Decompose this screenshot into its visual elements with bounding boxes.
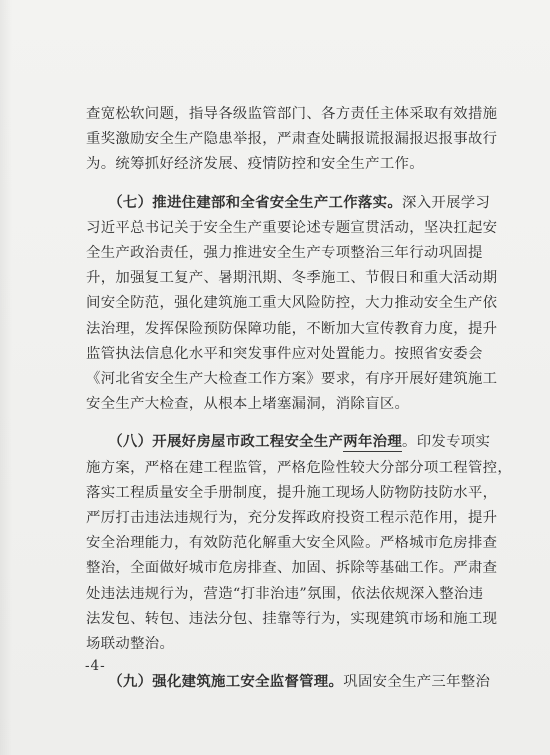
paragraph-line: 重奖激励安全生产隐患举报，严肃查处瞒报谎报漏报迟报事故行 bbox=[86, 131, 498, 148]
section-8-heading-underlined: 两年治理 bbox=[343, 433, 403, 451]
paragraph-line: 监管执法信息化水平和突发事件应对处置能力。按照省安委会 bbox=[86, 345, 483, 362]
paragraph-line: 施方案，严格在建工程监管，严格危险性较大分部分项工程管控， bbox=[86, 459, 513, 476]
paragraph-line: 习近平总书记关于安全生产重要论述专题宣贯活动，坚决扛起安 bbox=[86, 219, 498, 236]
paragraph-line: 升，加强复工复产、暑期汛期、冬季施工、节假日和重大活动期 bbox=[86, 270, 498, 287]
section-8-lead: 。印发专项实 bbox=[402, 434, 491, 451]
paragraph-line: 全生产政治责任，强力推进安全生产专项整治三年行动巩固提 bbox=[86, 245, 483, 262]
paragraph-line: 处违法违规行为，营造“打非治违”氛围，依法依规深入整治违 bbox=[86, 585, 484, 602]
scan-edge-shadow bbox=[0, 0, 12, 755]
page-number: -4- bbox=[85, 658, 106, 674]
paragraph-line: 落实工程质量安全手册制度，提升施工现场人防物防技防水平， bbox=[86, 484, 498, 501]
section-9-lead: 巩固安全生产三年整治 bbox=[343, 674, 491, 691]
paragraph-line: 查宽松软问题，指导各级监管部门、各方责任主体采取有效措施 bbox=[86, 106, 498, 122]
paragraph-line: 安全治理能力，有效防范化解重大安全风险。严格城市危房排查 bbox=[86, 535, 498, 552]
body-text bbox=[86, 102, 513, 695]
section-9-heading: （九）强化建筑施工安全监督管理。 bbox=[115, 673, 344, 691]
paragraph-line: 场联动整治。 bbox=[86, 636, 175, 653]
section-8-heading: （八）开展好房屋市政工程安全生产 bbox=[115, 433, 344, 451]
paragraph-line: 安全生产大检查，从根本上堵塞漏洞，消除盲区。 bbox=[86, 396, 410, 413]
paragraph-line: 间安全防范，强化建筑施工重大风险防控，大力推动安全生产依 bbox=[86, 295, 498, 312]
section-7-heading: （七）推进住建部和全省安全生产工作落实。 bbox=[115, 193, 403, 211]
paragraph-line: 法治理，发挥保险预防保障功能，不断加大宣传教育力度，提升 bbox=[86, 320, 498, 337]
paragraph-line: 《河北省安全生产大检查工作方案》要求，有序开展好建筑施工 bbox=[86, 371, 498, 388]
section-7-first-line bbox=[86, 190, 491, 216]
section-9-first-line bbox=[86, 669, 491, 695]
section-8-first-line bbox=[86, 429, 491, 455]
paragraph-line: 法发包、转包、违法分包、挂靠等行为，实现建筑市场和施工现 bbox=[86, 610, 498, 627]
paragraph-line: 整治，全面做好城市危房排查、加固、拆除等基础工作。严肃查 bbox=[86, 560, 498, 577]
paragraph-line: 严厉打击违法违规行为，充分发挥政府投资工程示范作用，提升 bbox=[86, 510, 498, 527]
section-7-lead: 深入开展学习 bbox=[402, 194, 491, 211]
paragraph-line: 为。统筹抓好经济发展、疫情防控和安全生产工作。 bbox=[86, 156, 424, 173]
